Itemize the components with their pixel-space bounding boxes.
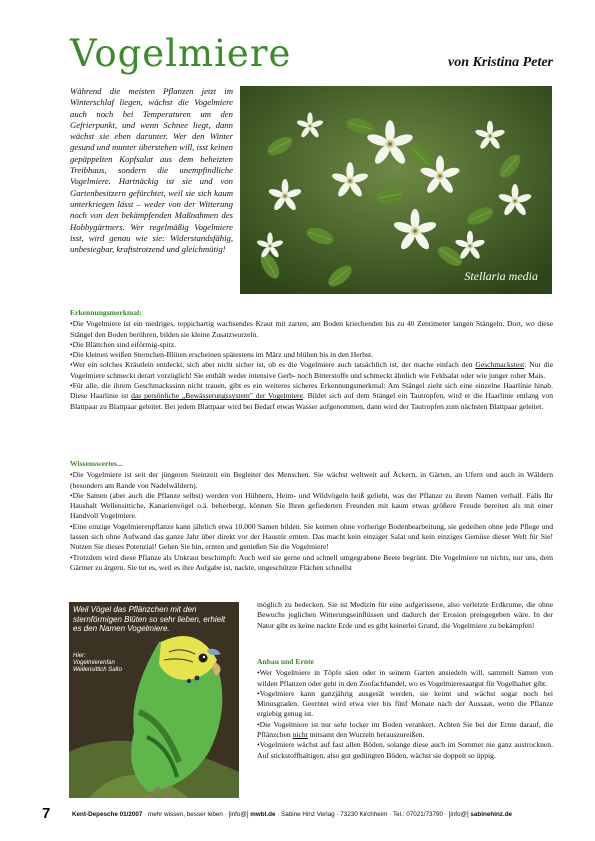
photo-caption: Stellaria media bbox=[464, 269, 538, 283]
paragraph: •Die Vogelmiere ist nur sehr locker im Boden verankert. Achten Sie bei der Ernte darauf, die Pflänzchen nicht mitsamt den Wurzeln herauszureißen. bbox=[257, 719, 553, 740]
paragraph: •Die kleinen weißen Sternchen-Blüten erscheinen spätestens im März und blühen bis in den Herbst. bbox=[70, 350, 373, 360]
page-footer bbox=[72, 811, 512, 818]
paragraph: •Die Samen (aber auch die Pflanze selbst) werden von Hühnern, Heim- und Wildvögeln heiß geliebt, was der Pflanze zu ihrem Namen verhalf. Falls Ihr Haushalt Wellensittiche, Kanarienvögel o.ä. beherbergt, können Sie Ihren gefiederten Freunden mit kaum etwas größere Freude bereiten als mit einer Handvoll Vogelmiere. bbox=[70, 490, 553, 521]
budgie-credit: Hier: Vogelmierenfan Wellensittich Salto bbox=[73, 653, 122, 673]
paragraph: •Wer ein solches Kräutlein entdeckt, sich aber nicht sicher ist, ob es die Vogelmiere auch tatsächlich ist, der mache einfach den Geschmackstest: Nur die Vogelmiere schmeckt derart vorzüglich! Sie enthält weder intensive Gerb- noch Bitterstoffe und schmeckt ähnlich wie Feldsalat oder wie junger roher Mais. bbox=[70, 360, 553, 380]
section-heading: Erkennungsmerkmal: bbox=[70, 308, 142, 317]
footer-link-mwbl[interactable]: mwbl.de bbox=[250, 811, 276, 818]
article-title: Vogelmiere bbox=[70, 32, 292, 75]
intro-paragraph: Während die meisten Pflanzen jetzt im Winterschlaf liegen, wächst die Vogelmiere auch noch bei Temperaturen um den Gefrierpunkt, und wenn Schnee liegt, dann wächst sie eben darunter. Wer den Winter gesund und munter überstehen will, isst keinen gepäppelten Kopfsalat aus dem beheizten Treibhaus, sondern die unempfindliche Vogelmiere. Hartnäckig ist sie und von Gartenbesitzern gefürchtet, weil sie sich kaum unterkriegen lässt – weder von der Witterung noch von den bekämpfenden Maßnahmen des Hobbygärtners. Wer regelmäßig Vogelmiere isst, wird genau wie sie: Widerstandsfähig, unbesiegbar, kraftstrotzend und gleichmütig! bbox=[70, 86, 233, 255]
author-byline: von Kristina Peter bbox=[447, 55, 553, 70]
paragraph: •Für alle, die ihrem Geschmackssinn nicht trauen, gibt es ein weiteres sicheres Erkennungsmerkmal: Am Stängel zieht sich eine einzelne Haarlinie hinab. Diese Haarlinie ist das persönliche „Bewässerungssystem" der Vogelmiere. Bildet sich auf dem Stängel ein Tautropfen, wird er die Haarlinie entlang von Blattpaar zu Blattpaar geleitet. Bei jedem Blattpaar wird bei Bedarf etwas Wasser aufgenommen, dann wird der Tautropfen zum nächsten Blattpaar geleitet. bbox=[70, 381, 553, 411]
chickweed-photo bbox=[240, 86, 552, 294]
paragraph: •Trotzdem wird diese Pflanze als Unkraut beschimpft: Auch weil sie gerne und schnell umgegrabene Beete begrünt. Die Vogelmiere tut nichts, nur uns, dem Gärtner zu ärgern. Sie tut es, weil es ihre Aufgabe ist, nackte, ungeschützte Flächen schnellst bbox=[70, 552, 553, 572]
section-cultivation bbox=[257, 657, 553, 761]
section-facts bbox=[70, 459, 553, 573]
paragraph: •Die Blättchen sind eiförmig-spitz. bbox=[70, 339, 176, 349]
footer-issue: Kent-Depesche 01/2007 bbox=[72, 811, 143, 818]
budgie-photo bbox=[69, 602, 239, 798]
page-number: 7 bbox=[42, 805, 51, 822]
footer-publisher: · Sabine Hinz Verlag · 73230 Kirchheim · Tel.: 07021/73790 · [info@] bbox=[275, 811, 471, 818]
paragraph: •Die Vogelmiere ist seit der jüngeren Steinzeit ein Begleiter des Menschen. Sie wächst weltweit auf Äckern, in Gärten, an Ufern und auch in Wäldern (besonders am Rande von Nadelwäldern). bbox=[70, 470, 553, 490]
section-identification bbox=[70, 308, 553, 412]
paragraph: •Eine einzige Vogelmierenpflanze kann jährlich etwa 10.000 Samen bilden. Sie keimen ohne vorherige Bodenbearbeitung, sie gedeihen ohne jede Pflege und lassen sich ohne Aufwand das ganze Jahr über direkt vor der Haustür ernten. Das macht kein einziger Salat und kein einziges Gemüse dieser Welt für Sie! Nutzen Sie dieses Potenzial! Gehen Sie hin, ernten und genießen Sie die Vogelmiere! bbox=[70, 521, 553, 552]
section-heading: Anbau und Ernte bbox=[257, 657, 314, 666]
chickweed-illustration bbox=[240, 86, 552, 294]
section-heading: Wissenswertes... bbox=[70, 459, 123, 468]
paragraph: •Wer Vogelmiere in Töpfe säen oder in seinem Garten ansiedeln will, sammelt Samen von wilden Pflanzen oder geht in den Zoofachhandel, wo es Vogelmieresaatgut für Vogelhalter gibt. bbox=[257, 668, 553, 688]
paragraph: •Die Vogelmiere ist ein niedriges, teppichartig wachsendes Kraut mit zarten, am Boden kriechenden bis zu 40 Zentimeter langen Stängeln. Dort, wo diese Stängel den Boden berühren, bilden sie kleine Zusatzwurzeln. bbox=[70, 319, 553, 339]
footer-slogan: · mehr wissen, besser leben · [info@] bbox=[142, 811, 251, 818]
paragraph: möglich zu bedecken. Sie ist Medizin für eine aufgerissene, also verletzte Erdkrume, die ohne Bewuchs jeglichen Witterungseinflüssen und dadurch der Erosion preisgegeben wäre. In der Natur gibt es keine nackte Erde und es gibt keinerlei Grund, die Vogelmiere zu bekämpfen! bbox=[257, 600, 553, 630]
footer-link-sabinehinz[interactable]: sabinehinz.de bbox=[470, 811, 513, 818]
paragraph: •Vogelmiere kann ganzjährig ausgesät werden, sie keimt und wächst sogar noch bei Minusgraden. Geerntet wird etwa vier bis fünf Monate nach der Aussaat, wenn die Pflanze ergiebig genug ist. bbox=[257, 688, 553, 719]
budgie-caption: Weil Vögel das Pflänzchen mit den sternförmigen Blüten so sehr lieben, erhielt es den Namen Vogelmiere. bbox=[73, 605, 226, 634]
paragraph: •Vogelmiere wächst auf fast allen Böden, solange diese auch im Sommer nie ganz austrocknen. Auf stickstoffhaltigen, also gut gedüngten Böden, wächst sie doppelt so üppig. bbox=[257, 740, 553, 760]
section-facts-continued bbox=[257, 600, 553, 631]
